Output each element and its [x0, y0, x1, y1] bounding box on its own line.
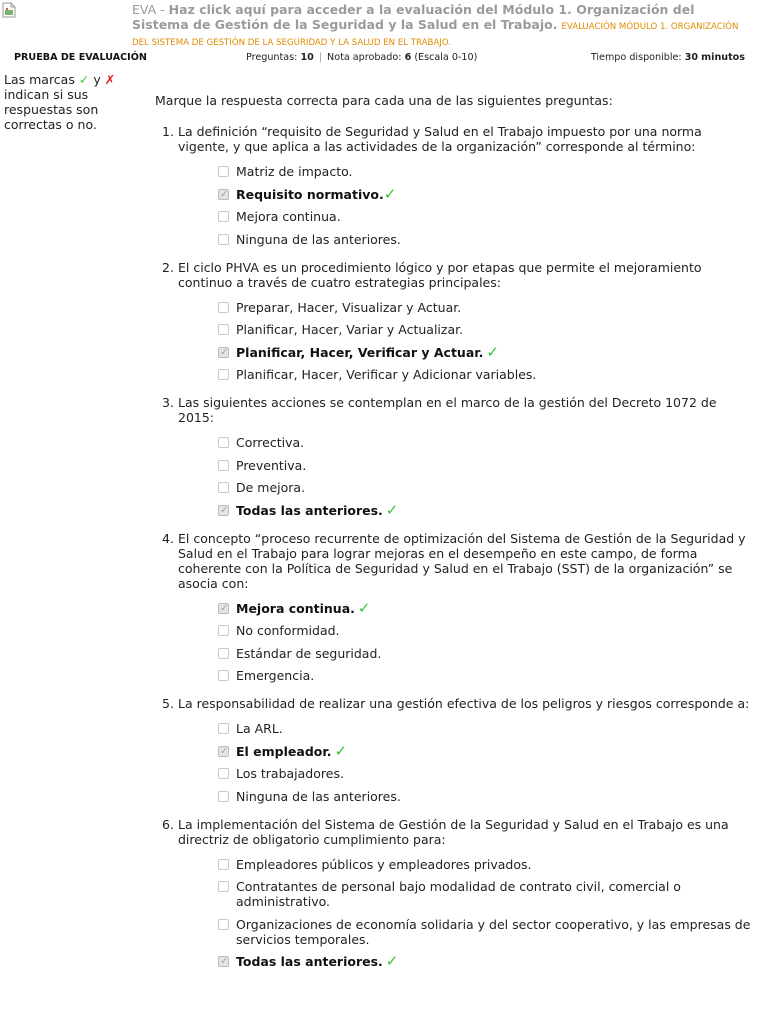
answer-option[interactable]: [155, 164, 755, 179]
answer-checkbox[interactable]: [218, 437, 229, 448]
question-list: [155, 124, 755, 969]
answer-checkbox[interactable]: [218, 482, 229, 493]
answer-option[interactable]: [155, 458, 755, 473]
question: [155, 817, 755, 970]
answer-label: Organizaciones de economía solidaria y del sector cooperativo, y las empresas de servicios temporales.: [236, 916, 751, 947]
answer-option[interactable]: [155, 322, 755, 337]
answer-checkbox[interactable]: [218, 211, 229, 222]
question-statement: El concepto “proceso recurrente de optimización del Sistema de Gestión de la Seguridad y Salud en el Trabajo para lograr mejoras en el desempeño en este campo, de forma coherente con la Política de Seguridad y Salud en el Trabajo (SST) de la organización” se asocia con:: [178, 530, 746, 591]
correct-check-icon: ✓: [385, 952, 399, 970]
question-statement: La responsabilidad de realizar una gestión efectiva de los peligros y riesgos corresponde a:: [178, 696, 750, 711]
answer-label: Ninguna de las anteriores.: [236, 788, 401, 804]
time-available: [591, 51, 745, 65]
answer-checkbox[interactable]: [218, 324, 229, 335]
answer-label: Mejora continua.: [236, 209, 341, 224]
evaluation-header: [132, 2, 752, 49]
answer-label: Ninguna de las anteriores.: [236, 231, 401, 247]
answer-checkbox[interactable]: [218, 881, 229, 892]
answer-options: [155, 164, 755, 247]
question-text: [155, 124, 755, 154]
correct-check-icon: ✓: [334, 741, 348, 760]
answer-options: [155, 598, 755, 684]
answer-option[interactable]: [155, 789, 755, 804]
evaluation-subtitle: EVALUACIÓN MÓDULO 1. ORGANIZACIÓN DEL SISTEMA DE GESTIÓN DE LA SEGURIDAD Y LA SALUD EN EL TRABAJO.: [132, 22, 739, 48]
question-number: 2.: [162, 259, 174, 275]
answer-option[interactable]: [155, 184, 755, 203]
answer-label: El empleador.: [236, 743, 332, 759]
question-number: 3.: [162, 395, 174, 410]
answer-checkbox[interactable]: [218, 859, 229, 870]
answer-option[interactable]: [155, 954, 755, 969]
answer-label: Preparar, Hacer, Visualizar y Actuar.: [236, 299, 462, 315]
answer-option[interactable]: [155, 232, 755, 247]
evaluation-link[interactable]: Haz click aquí para acceder a la evaluación del Módulo 1. Organización del Sistema de Gestión de la Seguridad y la Salud en el Trabajo.: [132, 2, 695, 32]
answer-label: No conformidad.: [236, 623, 340, 638]
answer-label: Requisito normativo.: [236, 186, 384, 202]
question: [155, 531, 755, 684]
question-number: 4.: [162, 530, 174, 546]
correct-check-icon: ✓: [383, 184, 397, 203]
separator: |: [318, 52, 323, 63]
answer-option[interactable]: [155, 646, 755, 661]
question-statement: La implementación del Sistema de Gestión de la Seguridad y Salud en el Trabajo es una directriz de obligatorio cumplimiento para:: [178, 816, 729, 847]
answer-checkbox[interactable]: [218, 768, 229, 779]
answer-checkbox[interactable]: [218, 347, 229, 358]
answer-checkbox[interactable]: [218, 746, 229, 757]
question-statement: El ciclo PHVA es un procedimiento lógico y por etapas que permite el mejoramiento continuo a través de cuatro estrategias principales:: [178, 259, 702, 290]
answer-options: [155, 300, 755, 383]
answer-label: Planificar, Hacer, Variar y Actualizar.: [236, 322, 464, 337]
answer-label: Estándar de seguridad.: [236, 645, 382, 661]
answer-option[interactable]: [155, 342, 755, 361]
answer-checkbox[interactable]: [218, 603, 229, 614]
answer-label: Empleadores públicos y empleadores privados.: [236, 856, 532, 872]
legend-text-1: Las marcas: [4, 72, 75, 87]
answer-label: La ARL.: [236, 721, 283, 736]
answer-options: [155, 435, 755, 518]
answer-checkbox[interactable]: [218, 166, 229, 177]
questions-label: Preguntas:: [246, 52, 298, 63]
answer-label: Emergencia.: [236, 668, 315, 683]
answer-label: Matriz de impacto.: [236, 164, 353, 179]
answer-label: Planificar, Hacer, Verificar y Actuar.: [236, 344, 484, 360]
answer-option[interactable]: [155, 209, 755, 224]
answer-option[interactable]: [155, 741, 755, 760]
pass-grade: 6: [404, 52, 412, 63]
question-text: [155, 260, 755, 290]
instructions: Marque la respuesta correcta para cada una de las siguientes preguntas:: [155, 93, 613, 108]
correct-check-icon: ✓: [486, 342, 499, 361]
answer-option[interactable]: [155, 367, 755, 382]
answer-option[interactable]: [155, 623, 755, 638]
question: [155, 696, 755, 804]
check-icon: ✓: [78, 72, 90, 87]
answer-option[interactable]: [155, 598, 755, 617]
quiz-content: [155, 93, 755, 982]
marks-legend: [4, 72, 144, 132]
test-meta: [246, 51, 477, 65]
question-text: [155, 395, 755, 425]
correct-check-icon: ✓: [357, 598, 371, 617]
question-number: 5.: [162, 696, 174, 711]
answer-option[interactable]: [155, 500, 755, 519]
answer-checkbox[interactable]: [218, 670, 229, 681]
answer-label: Contratantes de personal bajo modalidad de contrato civil, comercial o administrativo.: [236, 879, 681, 909]
answer-checkbox[interactable]: [218, 234, 229, 245]
answer-checkbox[interactable]: [218, 369, 229, 380]
cross-icon: ✗: [104, 72, 116, 87]
answer-options: [155, 857, 755, 970]
answer-checkbox[interactable]: [218, 625, 229, 636]
time-label: Tiempo disponible:: [590, 52, 682, 63]
legend-text-3: indican si sus respuestas son correctas o no.: [4, 87, 99, 132]
answer-label: Los trabajadores.: [236, 766, 344, 781]
info-bar: [0, 51, 768, 65]
answer-option[interactable]: [155, 917, 755, 947]
answer-checkbox[interactable]: [218, 956, 229, 967]
legend-text-2: y: [93, 72, 101, 87]
answer-checkbox[interactable]: [218, 919, 229, 930]
question-statement: Las siguientes acciones se contemplan en el marco de la gestión del Decreto 1072 de 2015:: [178, 395, 717, 425]
answer-label: Correctiva.: [236, 435, 305, 450]
broken-image-icon: [2, 2, 16, 18]
question-text: [155, 696, 755, 711]
answer-option[interactable]: [155, 668, 755, 683]
question-number: 1.: [162, 124, 174, 139]
question: [155, 124, 755, 247]
answer-checkbox[interactable]: [218, 302, 229, 313]
pass-label: Nota aprobado:: [327, 52, 402, 63]
answer-option[interactable]: [155, 435, 755, 450]
answer-label: Todas las anteriores.: [236, 954, 383, 969]
question-number: 6.: [162, 816, 174, 832]
answer-option[interactable]: [155, 480, 755, 495]
answer-checkbox[interactable]: [218, 460, 229, 471]
answer-checkbox[interactable]: [218, 505, 229, 516]
answer-label: Preventiva.: [236, 457, 307, 473]
answer-checkbox[interactable]: [218, 723, 229, 734]
answer-checkbox[interactable]: [218, 791, 229, 802]
answer-label: Todas las anteriores.: [236, 502, 383, 518]
questions-count: 10: [300, 52, 314, 63]
question-text: [155, 531, 755, 591]
answer-label: Mejora continua.: [236, 600, 355, 616]
answer-checkbox[interactable]: [218, 189, 229, 200]
question-text: [155, 817, 755, 847]
answer-options: [155, 721, 755, 804]
answer-checkbox[interactable]: [218, 648, 229, 659]
question-statement: La definición “requisito de Seguridad y Salud en el Trabajo impuesto por una norma vigente, y que aplica a las actividades de la organización” corresponde al término:: [178, 124, 702, 154]
time-value: 30: [684, 52, 699, 63]
answer-label: De mejora.: [236, 480, 306, 495]
test-title: PRUEBA DE EVALUACIÓN: [14, 52, 147, 63]
time-unit: minutos: [701, 52, 745, 63]
header-prefix: EVA -: [132, 2, 169, 17]
answer-option[interactable]: [155, 879, 755, 909]
question: [155, 395, 755, 518]
grade-scale: (Escala 0-10): [414, 52, 478, 63]
answer-label: Planificar, Hacer, Verificar y Adicionar variables.: [236, 367, 537, 382]
answer-option[interactable]: [155, 300, 755, 315]
correct-check-icon: ✓: [385, 500, 399, 519]
question: [155, 260, 755, 383]
answer-option[interactable]: [155, 721, 755, 736]
answer-option[interactable]: [155, 766, 755, 781]
answer-option[interactable]: [155, 857, 755, 872]
